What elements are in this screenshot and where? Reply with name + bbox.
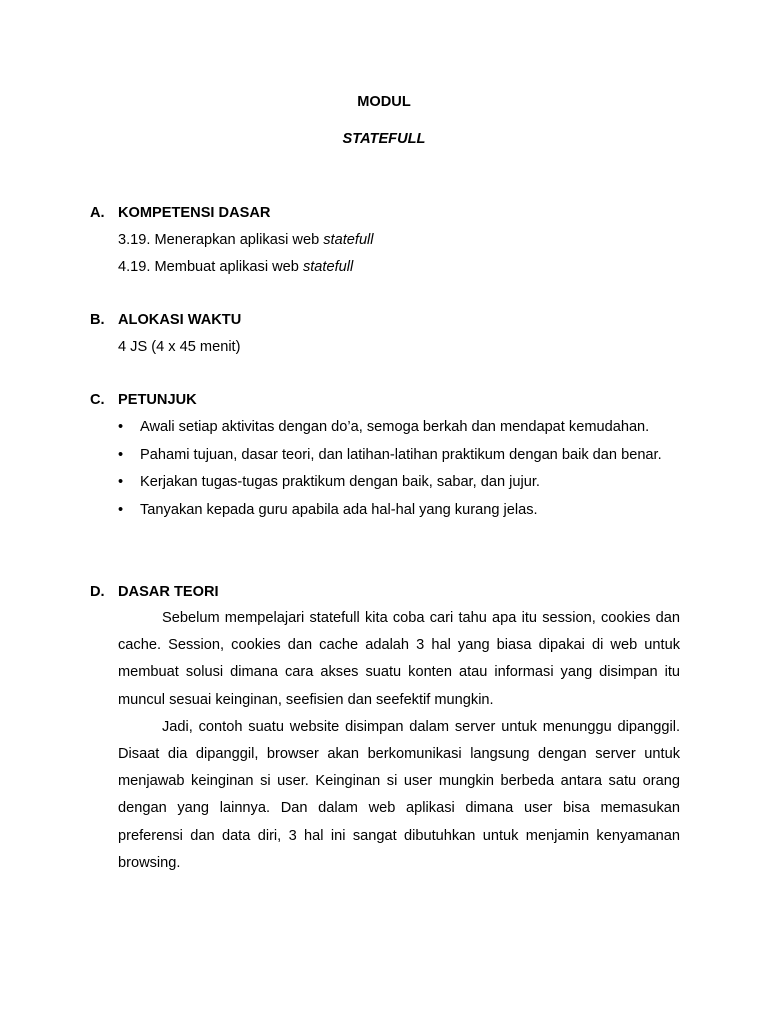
- competency-item: [90, 227, 680, 254]
- section-kompetensi-dasar: [90, 203, 680, 281]
- section-letter: B.: [90, 312, 105, 328]
- section-petunjuk: [90, 390, 680, 524]
- section-dasar-teori: [90, 582, 680, 877]
- instruction-list: [90, 414, 680, 524]
- bullet-icon: •: [118, 419, 124, 435]
- section-heading: [90, 203, 680, 223]
- section-heading-text: PETUNJUK: [118, 392, 197, 408]
- competency-item-text: 4.19. Membuat aplikasi web: [118, 259, 303, 275]
- bullet-icon: •: [118, 446, 124, 463]
- document-subtitle: STATEFULL: [342, 131, 426, 147]
- list-item: [118, 442, 680, 470]
- list-item-text: Pahami tujuan, dasar teori, dan latihan-latihan praktikum dengan baik dan benar.: [140, 446, 662, 463]
- list-item: [118, 497, 680, 525]
- document-title: MODUL: [357, 94, 411, 110]
- competency-item: [90, 254, 680, 281]
- list-item: [118, 469, 680, 497]
- section-heading: [90, 582, 680, 602]
- section-heading-text: ALOKASI WAKTU: [118, 312, 242, 328]
- section-heading: [90, 310, 680, 330]
- list-item: [118, 414, 680, 442]
- section-letter: D.: [90, 584, 105, 600]
- competency-item-emphasis: statefull: [323, 232, 374, 248]
- section-heading: [90, 390, 680, 410]
- bullet-icon: •: [118, 474, 124, 490]
- list-item-text: Tanyakan kepada guru apabila ada hal-hal yang kurang jelas.: [140, 501, 538, 518]
- section-heading-text: DASAR TEORI: [118, 584, 219, 600]
- bullet-icon: •: [118, 501, 124, 518]
- theory-paragraphs: [90, 605, 680, 877]
- list-item-text: Kerjakan tugas-tugas praktikum dengan baik, sabar, dan jujur.: [140, 474, 540, 490]
- section-heading-text: KOMPETENSI DASAR: [118, 205, 271, 221]
- section-letter: C.: [90, 392, 105, 408]
- competency-item-emphasis: statefull: [302, 259, 354, 275]
- time-allocation-text: 4 JS (4 x 45 menit): [118, 339, 241, 355]
- section-alokasi-waktu: [90, 310, 680, 361]
- list-item-text: Awali setiap aktivitas dengan do’a, semoga berkah dan mendapat kemudahan.: [140, 419, 650, 435]
- competency-item-text: 3.19. Menerapkan aplikasi web: [118, 232, 324, 248]
- section-letter: A.: [90, 205, 105, 221]
- theory-paragraph: Jadi, contoh suatu website disimpan dalam server untuk menunggu dipanggil. Disaat dia dipanggil, browser akan berkomunikasi langsung dengan server untuk menjawab keinginan si user. Keinginan si user mungkin berbeda antara satu orang dengan yang lainnya. Dan dalam web aplikasi dimana user bisa memasukan preferensi dan data diri, 3 hal ini sangat dibutuhkan untuk menjamin kenyamanan browsing.: [118, 718, 680, 871]
- theory-paragraph: Sebelum mempelajari statefull kita coba cari tahu apa itu session, cookies dan cache. Session, cookies dan cache adalah 3 hal yang biasa dipakai di web untuk membuat solusi dimana cara akses suatu konten atau informasi yang disimpan itu muncul sesuai keinginan, seefisien dan seefektif mungkin.: [118, 610, 680, 708]
